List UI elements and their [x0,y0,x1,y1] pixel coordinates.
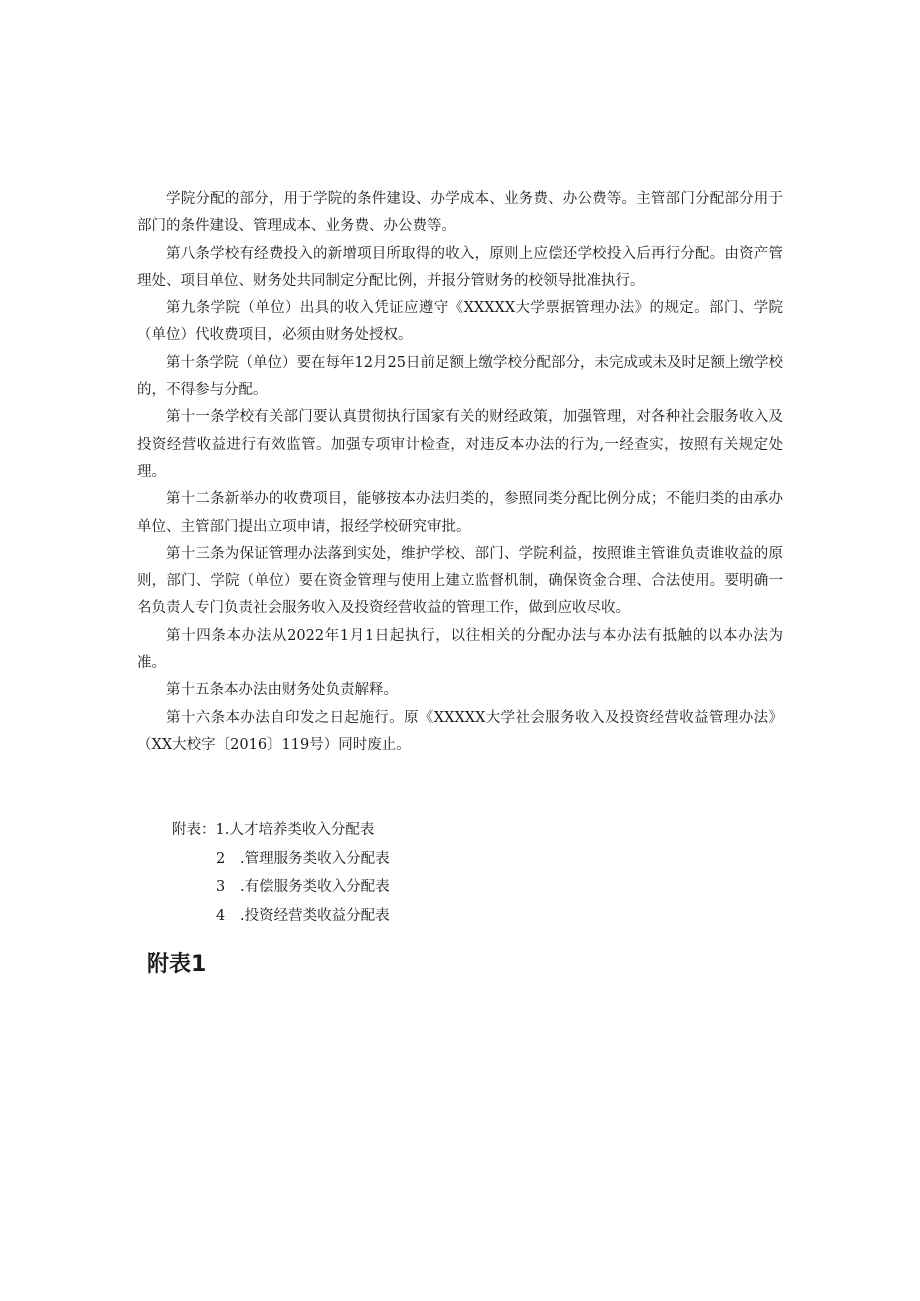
attachment-item-3 [172,873,390,902]
paragraph-article-16: 第十六条本办法自印发之日起施行。原《XXXXX大学社会服务收入及投资经营收益管理办法》（XX大校字〔2016〕119号）同时废止。 [137,709,783,753]
attachment-number: 4 [216,907,226,924]
paragraph-article-14: 第十四条本办法从2022年1月1日起执行，以往相关的分配办法与本办法有抵触的以本办法为准。 [137,627,783,672]
paragraph-article-8: 第八条学校有经费投入的新增项目所取得的收入，原则上应偿还学校投入后再行分配。由资产管理处、项目单位、财务处共同制定分配比例，并报分管财务的校领导批准执行。 [137,245,783,289]
attachment-item-4 [172,902,390,931]
attachment-number: 2 [216,850,226,867]
attachment-number: 3 [216,879,226,895]
attachment-list [172,816,390,930]
paragraph-college-allocation: 学院分配的部分，用于学院的条件建设、办学成本、业务费、办公费等。主管部门分配部分用于部门的条件建设、管理成本、业务费、办公费等。 [137,191,783,235]
paragraph-article-11: 第十一条学校有关部门要认真贯彻执行国家有关的财经政策，加强管理，对各种社会服务收入及投资经营收益进行有效监管。加强专项审计检查，对违反本办法的行为,一经查实，按照有关规定处理。 [137,409,783,480]
document-body [137,186,783,759]
paragraph-article-13: 第十三条为保证管理办法落到实处，维护学校、部门、学院利益，按照谁主管谁负责谁收益的原则，部门、学院（单位）要在资金管理与使用上建立监督机制，确保资金合理、合法使用。要明确一名负责人专门负责社会服务收入及投资经营收益的管理工作，做到应收尽收。 [137,545,783,617]
paragraph-article-10: 第十条学院（单位）要在每年12月25日前足额上缴学校分配部分，未完成或未及时足额上缴学校的，不得参与分配。 [137,354,783,399]
attachment-item-2 [172,845,390,874]
attachment-label: .投资经营类收益分配表 [240,907,390,924]
paragraph-article-15: 第十五条本办法由财务处负责解释。 [166,682,398,699]
appendix-heading: 附表1 [147,952,207,977]
paragraph-article-9: 第九条学院（单位）出具的收入凭证应遵守《XXXXX大学票据管理办法》的规定。部门、学院（单位）代收费项目，必须由财务处授权。 [137,300,783,344]
attachment-label: .管理服务类收入分配表 [240,850,390,867]
attachment-item-1: 附表：1.人才培养类收入分配表 [172,822,375,838]
attachment-label: .有偿服务类收入分配表 [240,879,390,895]
paragraph-article-12: 第十二条新举办的收费项目，能够按本办法归类的，参照同类分配比例分成；不能归类的由承办单位、主管部门提出立项申请，报经学校研究审批。 [137,491,783,535]
